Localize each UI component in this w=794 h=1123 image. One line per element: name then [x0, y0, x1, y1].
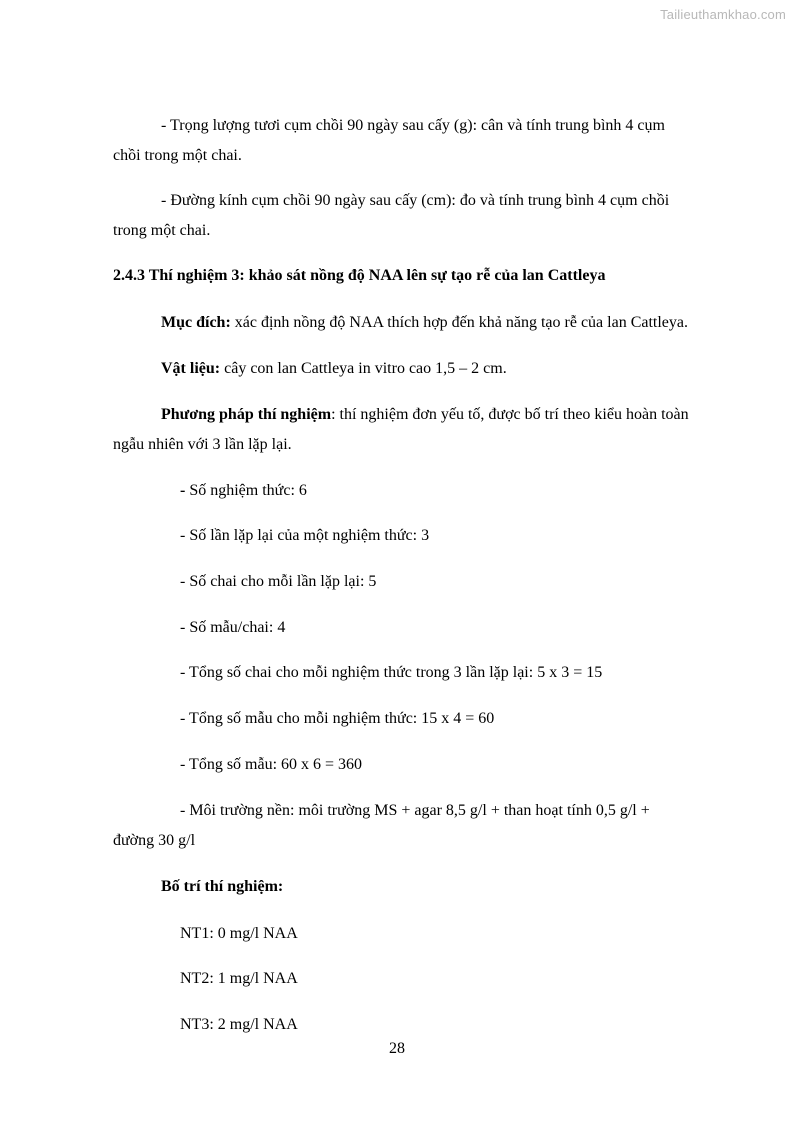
material-text: cây con lan Cattleya in vitro cao 1,5 – 2 cm.: [220, 360, 507, 377]
method-paragraph-line2: ngẫu nhiên với 3 lần lặp lại.: [113, 436, 292, 453]
list-item: - Tổng số mẫu: 60 x 6 = 360: [180, 756, 363, 773]
list-item-text: Số nghiệm thức: 6: [189, 482, 307, 499]
paragraph-diameter-line1: - Đường kính cụm chồi 90 ngày sau cấy (cm): đo và tính trung bình 4 cụm chồi: [161, 192, 670, 209]
method-text: : thí nghiệm đơn yếu tố, được bố trí theo kiểu hoàn toàn: [331, 406, 689, 423]
watermark-text: Tailieuthamkhao.com: [660, 7, 786, 22]
list-item-medium-line1: - Môi trường nền: môi trường MS + agar 8,5 g/l + than hoạt tính 0,5 g/l +: [180, 802, 650, 819]
purpose-label: Mục đích:: [161, 314, 231, 331]
paragraph-fresh-weight-line2: chồi trong một chai.: [113, 147, 242, 164]
purpose-text: xác định nồng độ NAA thích hợp đến khả năng tạo rễ của lan Cattleya.: [230, 314, 689, 331]
list-item: [180, 481, 307, 501]
material-label: Vật liệu:: [161, 360, 221, 377]
list-item-dash: -: [180, 482, 190, 499]
treatment-item: NT3: 2 mg/l NAA: [180, 1016, 298, 1033]
material-paragraph: [161, 359, 507, 379]
list-item: - Tổng số chai cho mỗi nghiệm thức trong 3 lần lặp lại: 5 x 3 = 15: [180, 664, 603, 681]
purpose-paragraph: [161, 313, 688, 333]
method-label: Phương pháp thí nghiệm: [161, 406, 332, 423]
method-paragraph-line1: [161, 405, 689, 425]
list-item: - Tổng số mẫu cho mỗi nghiệm thức: 15 x 4 = 60: [180, 710, 495, 727]
paragraph-diameter-line2: trong một chai.: [113, 222, 211, 239]
page-number: 28: [389, 1040, 405, 1057]
paragraph-fresh-weight-line1: - Trọng lượng tươi cụm chồi 90 ngày sau cấy (g): cân và tính trung bình 4 cụm: [161, 117, 665, 134]
treatment-item: NT1: 0 mg/l NAA: [180, 925, 298, 942]
layout-heading: Bố trí thí nghiệm:: [161, 878, 284, 895]
section-heading: 2.4.3 Thí nghiệm 3: khảo sát nồng độ NAA lên sự tạo rễ của lan Cattleya: [113, 267, 606, 284]
list-item-medium-line2: đường 30 g/l: [113, 832, 196, 849]
treatment-item: NT2: 1 mg/l NAA: [180, 970, 298, 987]
list-item: - Số chai cho mỗi lần lặp lại: 5: [180, 573, 377, 590]
list-item: - Số mẫu/chai: 4: [180, 619, 286, 636]
list-item: - Số lần lặp lại của một nghiệm thức: 3: [180, 527, 430, 544]
